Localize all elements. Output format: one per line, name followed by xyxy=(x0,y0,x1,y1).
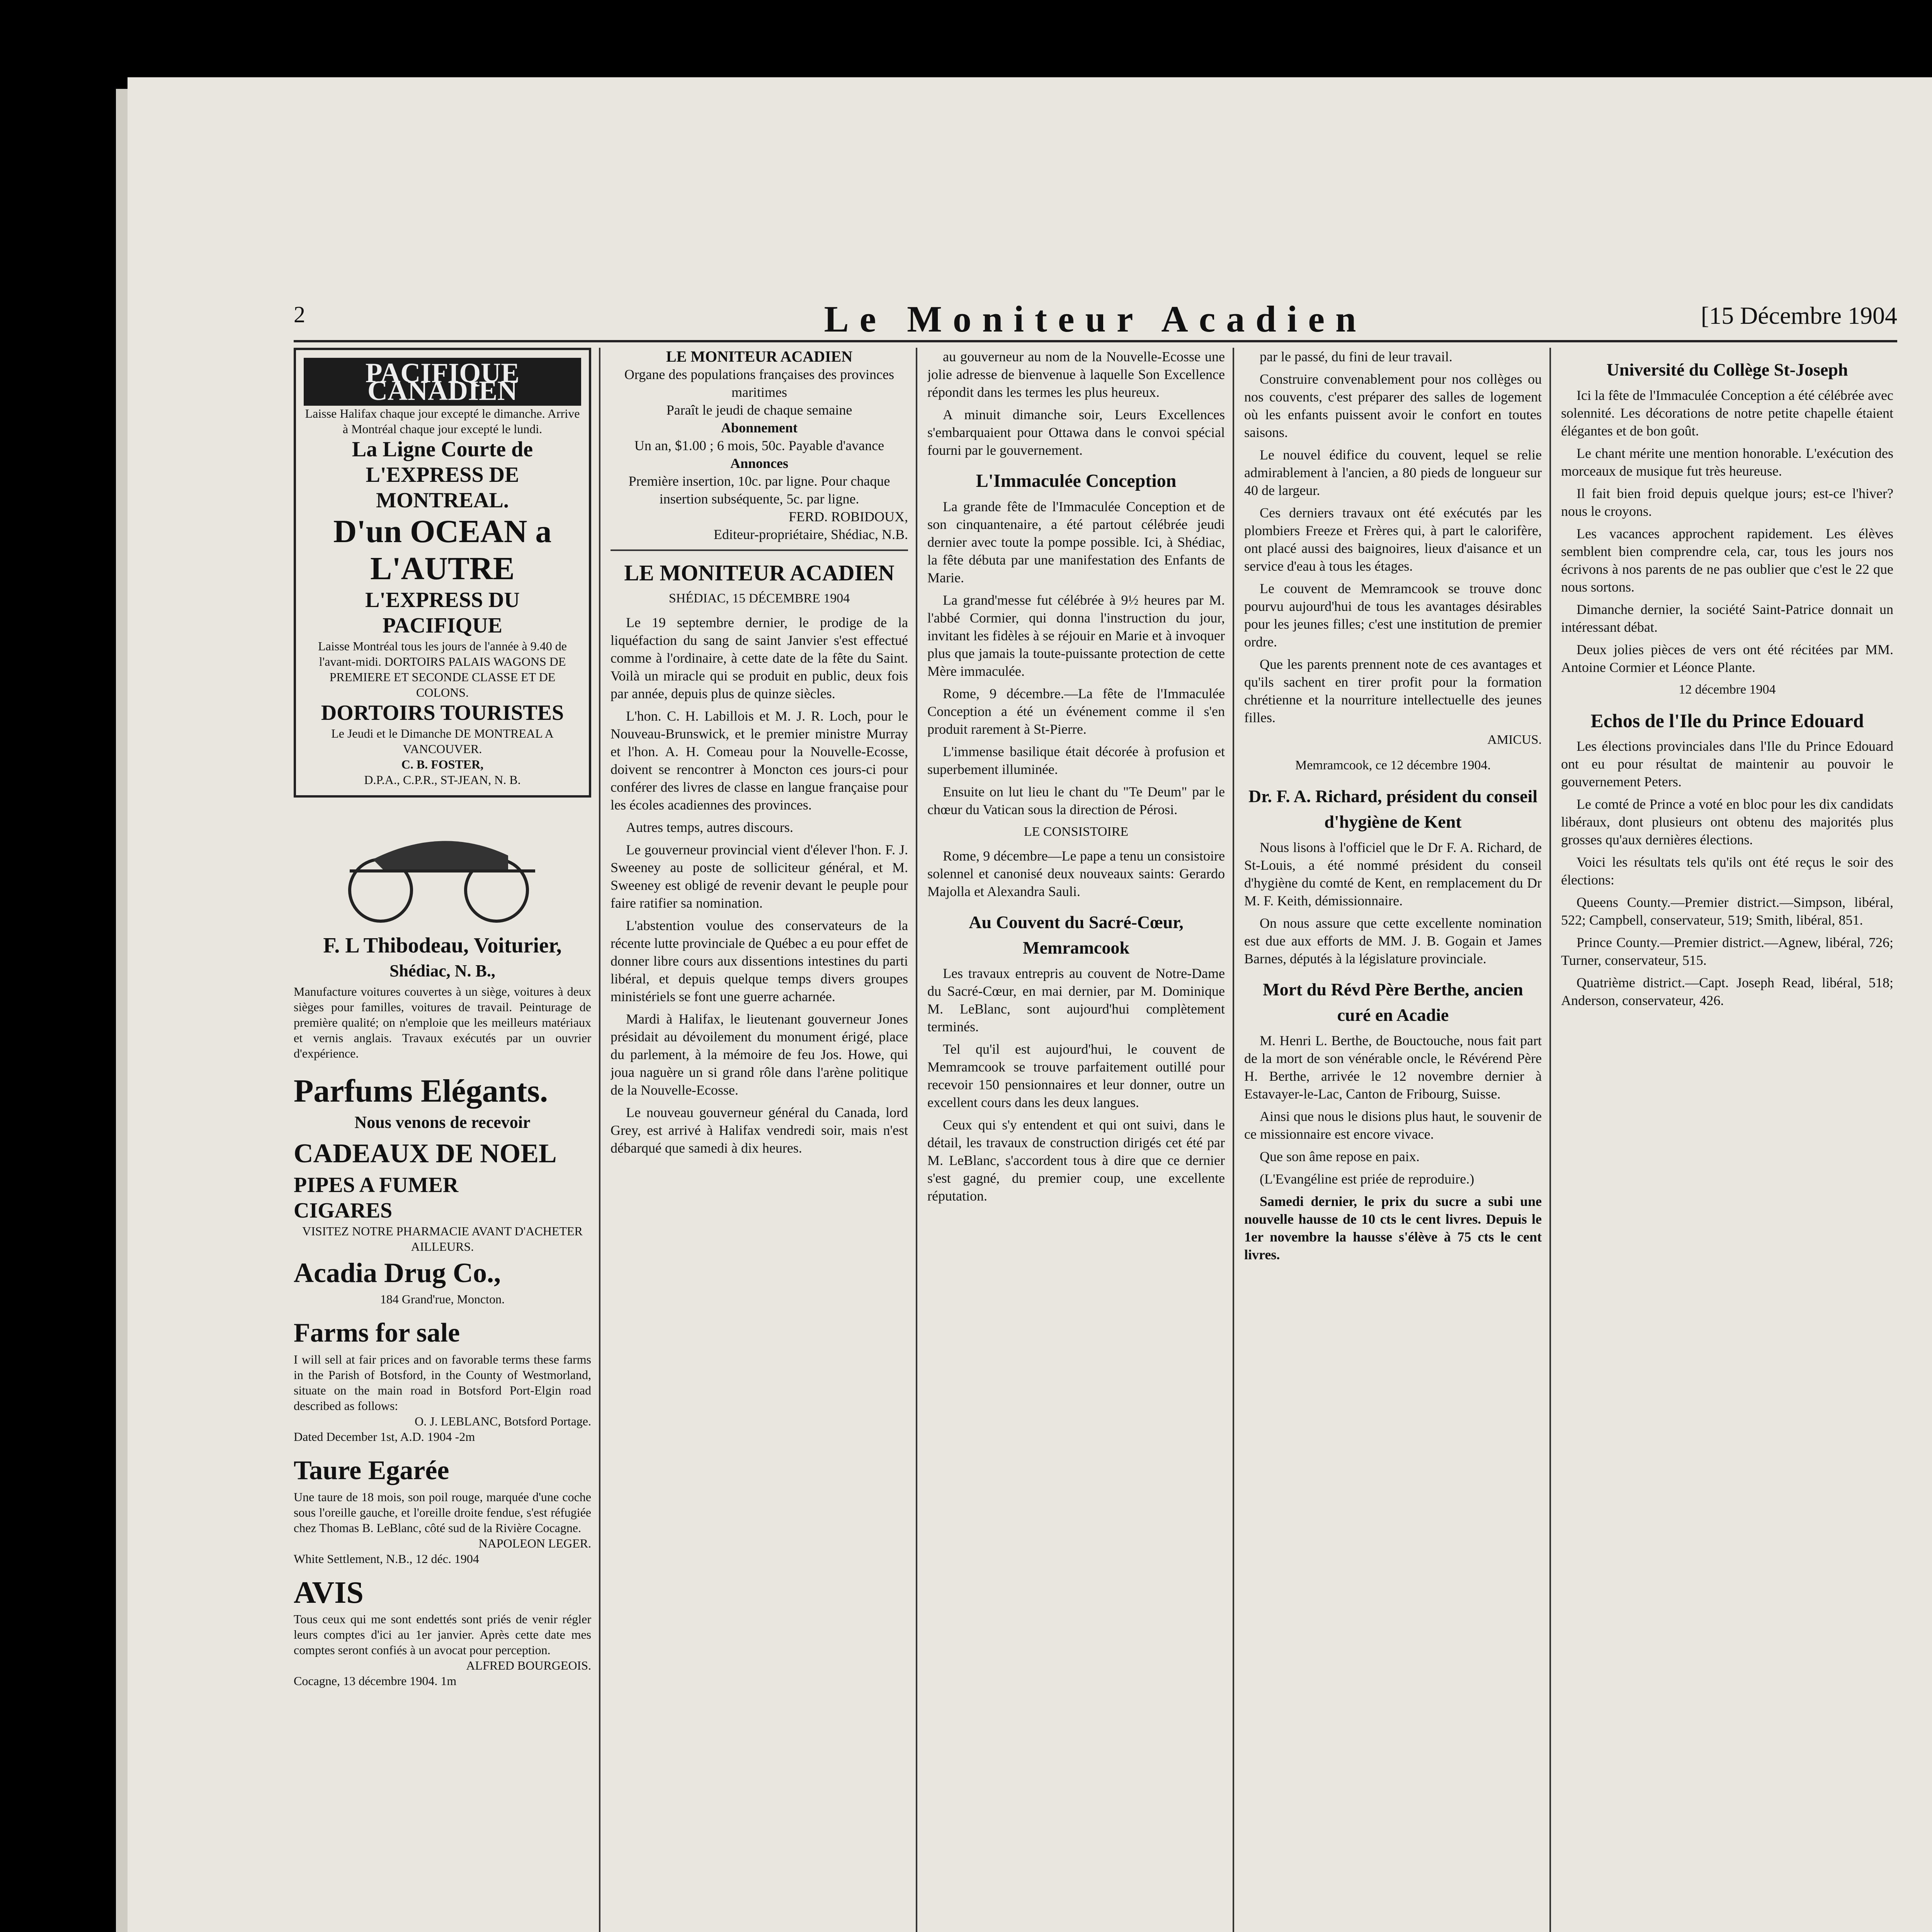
avis-text: Tous ceux qui me sont endettés sont priés de venir régler leurs comptes d'ici au 1er janvier. Après cette date mes comptes seront confiés à un avocat pour perception. xyxy=(294,1612,591,1657)
paragraph: Que les parents prennent note de ces avantages et qu'ils sachent en tirer profit pour la formation chrétienne et la nourriture intellectuelle des jeunes filles. xyxy=(1244,656,1542,725)
paragraph: Queens County.—Premier district.—Simpson, libéral, 522; Campbell, conservateur, 519; Smith, libéral, 851. xyxy=(1561,895,1893,928)
paragraph: Ensuite on lut lieu le chant du "Te Deum" par le chœur du Vatican sous la direction de Pérosi. xyxy=(927,784,1225,817)
pacifique-canadien-ad xyxy=(294,348,591,798)
taure-date: White Settlement, N.B., 12 déc. 1904 xyxy=(294,1552,479,1566)
avis-date: Cocagne, 13 décembre 1904. 1m xyxy=(294,1674,457,1688)
paragraph: L'hon. C. H. Labillois et M. J. R. Loch, pour le Nouveau-Brunswick, et le premier ministre Murray et l'hon. A. H. Comeau pour la Nouvelle-Ecosse, doivent se rencontrer à Moncton ces jours-ci pour conférer des livres de classe en langue française pour les écoles acadiennes des provinces. xyxy=(611,708,908,813)
paragraph: au gouverneur au nom de la Nouvelle-Ecosse une jolie adresse de bienvenue à laquelle Son Excellence répondit dans les termes les plus heureux. xyxy=(927,349,1225,400)
column-rule xyxy=(916,348,917,1932)
richard-title: Dr. F. A. Richard, président du conseil d'hygiène de Kent xyxy=(1248,786,1538,832)
farms-title: Farms for sale xyxy=(294,1318,460,1348)
farms-date: Dated December 1st, A.D. 1904 -2m xyxy=(294,1430,475,1444)
column-rule xyxy=(599,348,600,1932)
acadia-addr: 184 Grand'rue, Moncton. xyxy=(380,1292,505,1306)
paragraph: Nous lisons à l'officiel que le Dr F. A. Richard, de St-Louis, a été nommé président du conseil d'hygiène du comté de Kent, en remplacement du Dr M. F. Keith, démissionnaire. xyxy=(1244,840,1542,908)
paragraph: Le nouvel édifice du couvent, lequel se relie admirablement à l'ancien, a 80 pieds de longueur sur 40 de largeur. xyxy=(1244,447,1542,498)
taure-title: Taure Egarée xyxy=(294,1456,449,1485)
pacifique-title: PACIFIQUE CANADIEN xyxy=(304,358,581,406)
editorial-title: LE MONITEUR ACADIEN xyxy=(624,560,895,585)
couvent-title: Au Couvent du Sacré-Cœur, Memramcook xyxy=(969,912,1184,957)
farms-sig: O. J. LEBLANC, Botsford Portage. xyxy=(415,1414,591,1428)
box-annonces-text: Première insertion, 10c. par ligne. Pour chaque insertion subséquente, 5c. par ligne. xyxy=(628,473,890,507)
paragraph: Le nouveau gouverneur général du Canada, lord Grey, est arrivé à Halifax vendredi soir, mais n'est débarqué que samedi à dix heures. xyxy=(611,1105,908,1156)
editorial-dateline: SHÉDIAC, 15 DÉCEMBRE 1904 xyxy=(668,591,850,605)
column-4 xyxy=(1244,348,1542,1932)
thibodeau-text: Manufacture voitures couvertes à un siège, voitures à deux sièges pour familles, voitures de travail. Peinturage de première qualité; on n'emploie que les meilleurs matériaux et vernis anglais. Travaux exécutés par un ouvrier d'expérience. xyxy=(294,985,591,1060)
cadeaux-heading: CADEAUX DE NOEL xyxy=(294,1139,557,1168)
carriage-illustration xyxy=(327,809,558,925)
paragraph: Tel qu'il est aujourd'hui, le couvent de Memramcook se trouve parfaitement outillé pour recevoir 150 pensionnaires et leur donner, outre un excellent cours dans les deux langues. xyxy=(927,1041,1225,1110)
signature-date: Memramcook, ce 12 décembre 1904. xyxy=(1295,758,1491,772)
avis-title: AVIS xyxy=(294,1576,364,1610)
paragraph: Construire convenablement pour nos collèges ou nos couvents, c'est préparer des salles de logement où les enfants puissent avoir le confort en toutes saisons. xyxy=(1244,371,1542,440)
paragraph: Quatrième district.—Capt. Joseph Read, libéral, 518; Anderson, conservateur, 426. xyxy=(1561,975,1893,1008)
paragraph: Autres temps, autres discours. xyxy=(626,820,793,835)
visitez-line: VISITEZ NOTRE PHARMACIE AVANT D'ACHETER AILLEURS. xyxy=(302,1224,583,1253)
paragraph: Dimanche dernier, la société Saint-Patrice donnait un intéressant débat. xyxy=(1561,602,1893,635)
box-prix: Un an, $1.00 ; 6 mois, 50c. Payable d'avance xyxy=(634,438,884,453)
cigares-heading: CIGARES xyxy=(294,1199,393,1223)
route-heading: La Ligne Courte de L'EXPRESS DE MONTREAL. xyxy=(352,437,533,512)
paragraph: L'abstention voulue des conservateurs de la récente lutte provinciale de Québec a eu pour effet de donner libre cours aux dissentions intestines du parti libéral, et depuis quelque temps divers groupes ministériels se font une guerre acharnée. xyxy=(611,918,908,1004)
newspaper-title: Le Moniteur Acadien xyxy=(824,298,1367,340)
box-pub: Paraît le jeudi de chaque semaine xyxy=(666,402,852,418)
thibodeau-place: Shédiac, N. B., xyxy=(389,961,495,980)
paragraph: Rome, 9 décembre.—La fête de l'Immaculée Conception a été un événement comme il s'en produit rarement à St-Pierre. xyxy=(927,686,1225,737)
foster-name: C. B. FOSTER, xyxy=(401,757,484,771)
tourist-heading: DORTOIRS TOURISTES xyxy=(321,701,564,725)
paragraph: Il fait bien froid depuis quelque jours; est-ce l'hiver? nous le croyons. xyxy=(1561,486,1893,519)
paragraph: Deux jolies pièces de vers ont été récitées par MM. Antoine Cormier et Léonce Plante. xyxy=(1561,642,1893,675)
box-sub: Organe des populations françaises des provinces maritimes xyxy=(624,367,895,400)
column-3 xyxy=(927,348,1225,1932)
paragraph: Le comté de Prince a voté en bloc pour les dix candidats libéraux, dont plusieurs ont obtenu des majorités plus grosses qu'aux dernières élections. xyxy=(1561,796,1893,847)
page-number: 2 xyxy=(294,302,305,327)
immaculee-title: L'Immaculée Conception xyxy=(976,471,1177,491)
paragraph: Le 19 septembre dernier, le prodige de la liquéfaction du sang de saint Janvier s'est effectué comme à l'ordinaire, à cette date de la fête du Saint. Voilà un miracle qui se produit en public, deux fois par année, depuis plus de quinze siècles. xyxy=(611,615,908,701)
paragraph: Le gouverneur provincial vient d'élever l'hon. F. J. Sweeney au poste de solliciteur général, et M. Sweeney est obligé de revenir devant le peuple pour faire ratifier sa nomination. xyxy=(611,842,908,911)
taure-text: Une taure de 18 mois, son poil rouge, marquée d'une coche sous l'oreille gauche, et l'oreille droite fendue, s'est réfugiée chez Thomas B. LeBlanc, côté sud de la Rivière Cocagne. xyxy=(294,1490,591,1535)
express-heading: L'EXPRESS DU PACIFIQUE xyxy=(365,588,520,638)
masthead xyxy=(294,298,1897,342)
paragraph: M. Henri L. Berthe, de Bouctouche, nous fait part de la mort de son vénérable oncle, le Révérend Père H. Berthe, arrivée le 12 novembre dernier à Estavayer-le-Lac, Canton de Fribourg, Suisse. xyxy=(1244,1033,1542,1102)
express-lines: Laisse Montréal tous les jours de l'année à 9.40 de l'avant-midi. DORTOIRS PALAIS WAGONS DE PREMIERE ET SECONDE CLASSE ET DE COLONS. xyxy=(318,639,567,699)
column-2 xyxy=(611,348,908,1932)
paragraph: Les élections provinciales dans l'Ile du Prince Edouard ont eu pour résultat de maintenir au pouvoir le gouvernement Peters. xyxy=(1561,738,1893,789)
farms-text: I will sell at fair prices and on favorable terms these farms in the Parish of Botsford, in the County of Westmorland, situate on the main road in Botsford Port-Elgin road described as follows: xyxy=(294,1352,591,1413)
column-rule xyxy=(1549,348,1551,1932)
acadia-drug: Acadia Drug Co., xyxy=(294,1257,501,1288)
paragraph: Samedi dernier, le prix du sucre a subi une nouvelle hausse de 10 cts le cent livres. Depuis le 1er novembre la hausse s'élève à 75 cts le cent livres. xyxy=(1244,1194,1542,1262)
signature: AMICUS. xyxy=(1487,733,1542,747)
paragraph: L'immense basilique était décorée à profusion et superbement illuminée. xyxy=(927,744,1225,777)
college-date: 12 décembre 1904 xyxy=(1679,682,1776,697)
paragraph: Que son âme repose en paix. xyxy=(1260,1149,1420,1164)
berthe-title: Mort du Révd Père Berthe, ancien curé en Acadie xyxy=(1263,980,1523,1025)
box-editor: FERD. ROBIDOUX, xyxy=(788,509,908,524)
column-rule xyxy=(1233,348,1234,1932)
paragraph: On nous assure que cette excellente nomination est due aux efforts de MM. J. B. Gogain et James Barnes, députés à la législature provinciale. xyxy=(1244,915,1542,966)
subscription-box xyxy=(611,348,908,551)
paragraph: Ici la fête de l'Immaculée Conception a été célébrée avec solennité. Les décorations de notre petite chapelle étaient élégantes et de bon goût. xyxy=(1561,388,1893,439)
box-editor-title: Editeur-propriétaire, Shédiac, N.B. xyxy=(713,527,908,542)
paragraph: La grande fête de l'Immaculée Conception et de son cinquantenaire, a été partout célébrée jeudi dernier avec toute la pompe possible. Ici, à Shédiac, la fête débuta par une manifestation des Enfants de Marie. xyxy=(927,499,1225,585)
ads-column xyxy=(294,348,591,1932)
tourist-lines: Le Jeudi et le Dimanche DE MONTREAL A VANCOUVER. xyxy=(331,726,554,756)
consistoire-title: LE CONSISTOIRE xyxy=(1024,825,1129,839)
paragraph: Le chant mérite une mention honorable. L'exécution des morceaux de musique fut très heureuse. xyxy=(1561,446,1893,479)
paragraph: (L'Evangéline est priée de reproduire.) xyxy=(1260,1171,1475,1187)
paragraph: Le couvent de Memramcook se trouve donc pourvu aujourd'hui de tous les avantages désirables pour les jeunes filles; c'est une institution de premier ordre. xyxy=(1244,581,1542,650)
avis-sig: ALFRED BOURGEOIS. xyxy=(466,1658,591,1672)
ocean-heading: D'un OCEAN a L'AUTRE xyxy=(333,514,552,587)
paragraph: Voici les résultats tels qu'ils ont été reçus le soir des élections: xyxy=(1561,854,1893,888)
paragraph: La grand'messe fut célébrée à 9½ heures par M. l'abbé Cormier, qui donna l'instruction du jour, invitant les fidèles à se réjouir en Marie et à invoquer plus que jamais la toute-puissante protection de cette Mère immaculée. xyxy=(927,592,1225,679)
box-abonnement: Abonnement xyxy=(721,420,798,435)
paragraph: par le passé, du fini de leur travail. xyxy=(1260,349,1452,364)
foster-title: D.P.A., C.P.R., ST-JEAN, N. B. xyxy=(364,773,521,787)
issue-date: [15 Décembre 1904 xyxy=(1701,302,1897,329)
pacifique-lines: Laisse Halifax chaque jour excepté le dimanche. Arrive à Montréal chaque jour excepté le lundi. xyxy=(305,406,580,436)
paragraph: Mardi à Halifax, le lieutenant gouverneur Jones présidait au dévoilement du monument érigé, place du parlement, à la mémoire de feu Jos. Howe, qui joua naguère un si grand rôle dans l'arène politique de la Nouvelle-Ecosse. xyxy=(611,1011,908,1098)
paragraph: Ceux qui s'y entendent et qui ont suivi, dans le détail, les travaux de construction dirigés cet été par M. LeBlanc, s'accordent tous à dire que ce dernier s'est gagné, du premier coup, une excellente réputation. xyxy=(927,1117,1225,1204)
parfums-sub: Nous venons de recevoir xyxy=(354,1113,531,1132)
paragraph: A minuit dimanche soir, Leurs Excellences s'embarquaient pour Ottawa dans le convoi spécial fourni par le gouvernement. xyxy=(927,407,1225,458)
echos-title: Echos de l'Ile du Prince Edouard xyxy=(1590,710,1864,731)
paragraph: Les travaux entrepris au couvent de Notre-Dame du Sacré-Cœur, en mai dernier, par M. Dominique M. LeBlanc, sont aujourd'hui complètement terminés. xyxy=(927,966,1225,1034)
paragraph: Ces derniers travaux ont été exécutés par les plombiers Freeze et Frères qui, à part le calorifère, ont placé aussi des baignoires, lieux d'aisance et un service d'eau à tous les étages. xyxy=(1244,505,1542,574)
box-annonces: Annonces xyxy=(730,456,789,471)
pipes-heading: PIPES A FUMER xyxy=(294,1173,459,1197)
column-5 xyxy=(1561,348,1893,1932)
paragraph: Prince County.—Premier district.—Agnew, libéral, 726; Turner, conservateur, 515. xyxy=(1561,935,1893,968)
college-title: Université du Collège St-Joseph xyxy=(1606,360,1848,379)
paragraph: Ainsi que nous le disions plus haut, le souvenir de ce missionnaire est encore vivace. xyxy=(1244,1109,1542,1142)
thibodeau-title: F. L Thibodeau, Voiturier, xyxy=(323,934,562,957)
paragraph: Rome, 9 décembre—Le pape a tenu un consistoire solennel et canonisé deux nouveaux saints: Gerardo Majolla et Alexandra Sauli. xyxy=(927,848,1225,899)
parfums-title: Parfums Elégants. xyxy=(294,1073,548,1109)
taure-sig: NAPOLEON LEGER. xyxy=(478,1536,591,1550)
paragraph: Les vacances approchent rapidement. Les élèves semblent bien comprendre cela, car, tous les jours nos écrivons à nos parents de ne pas oublier que c'est le 22 que nous sortons. xyxy=(1561,526,1893,595)
box-title: LE MONITEUR ACADIEN xyxy=(666,348,853,365)
